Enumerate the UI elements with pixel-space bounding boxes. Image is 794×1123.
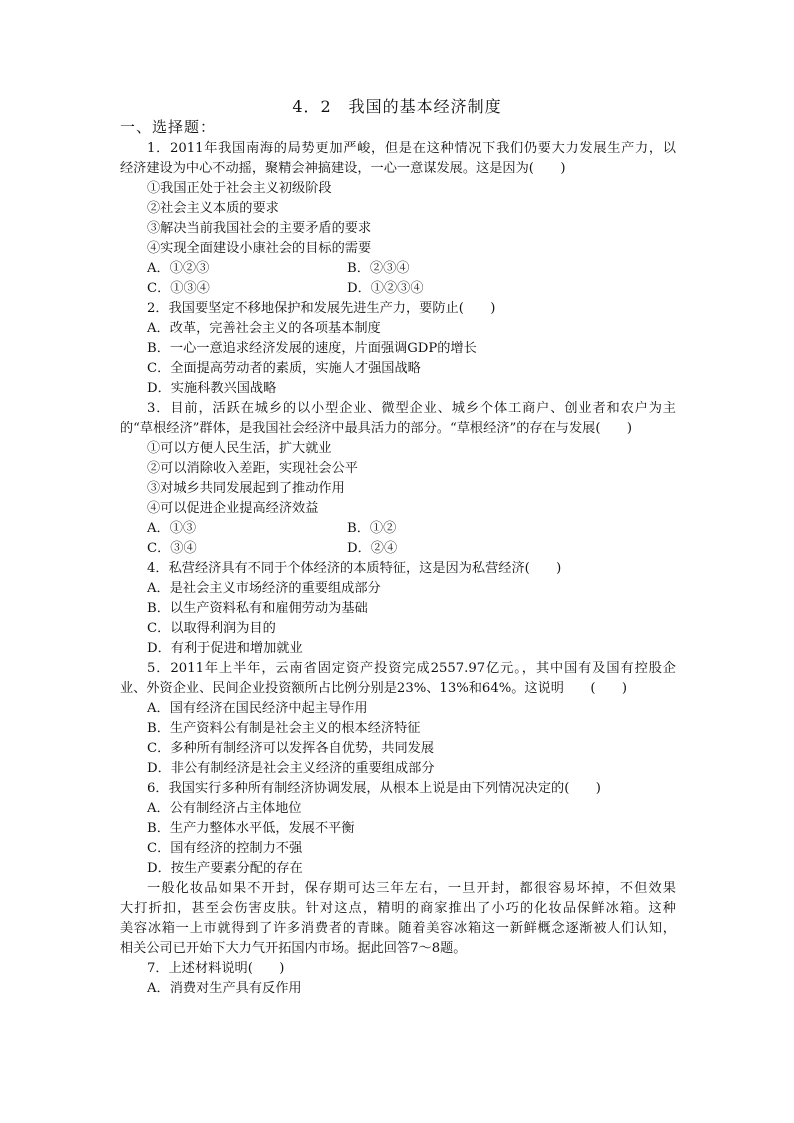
q4-option-d: D．有利于促进和增加就业	[147, 641, 303, 656]
q1-stem-line2: 经济建设为中心不动摇，聚精会神搞建设，一心一意谋发展。这是因为( )	[120, 161, 566, 176]
q3-stem-line2: 的“草根经济”群体，是我国社会经济中最具活力的部分。“草根经济”的存在与发展( )	[120, 421, 633, 436]
q4-option-b: B．以生产资料私有和雇佣劳动为基础	[147, 601, 368, 616]
q2-option-a: A．改革，完善社会主义的各项基本制度	[147, 321, 381, 336]
q3-option-a: A．①③	[147, 521, 197, 536]
q3-options-row2	[120, 539, 676, 559]
q6-option-c: C．国有经济的控制力不强	[147, 841, 303, 856]
q5-option-d: D．非公有制经济是社会主义经济的重要组成部分	[147, 761, 435, 776]
q5-stem-line1: 5．2011年上半年，云南省固定资产投资完成2557.97亿元。，其中国有及国有控股企	[147, 661, 676, 676]
q3-option-d: D．②④	[347, 541, 398, 556]
q7-stem: 7．上述材料说明( )	[147, 961, 285, 976]
q6-stem: 6．我国实行多种所有制经济协调发展，从根本上说是由下列情况决定的( )	[147, 781, 601, 796]
q3-options-row1	[120, 519, 676, 539]
q6-option-b: B．生产力整体水平低，发展不平衡	[147, 821, 355, 836]
q2-stem: 2．我国要坚定不移地保护和发展先进生产力，要防止( )	[147, 301, 496, 316]
q3-statement-4: ④可以促进企业提高经济效益	[147, 501, 319, 516]
q1-options-row2	[120, 279, 676, 299]
q3-stem-line1: 3．目前，活跃在城乡的以小型企业、微型企业、城乡个体工商户、创业者和农户为主	[147, 401, 676, 416]
q4-option-a: A．是社会主义市场经济的重要组成部分	[147, 581, 381, 596]
q1-option-d: D．①②③④	[347, 281, 424, 296]
q5-option-b: B．生产资料公有制是社会主义的根本经济特征	[147, 721, 421, 736]
material-line2: 大打折扣，甚至会伤害皮肤。针对这点，精明的商家推出了小巧的化妆品保鲜冰箱。这种	[120, 901, 676, 916]
q5-option-c: C．多种所有制经济可以发挥各自优势，共同发展	[147, 741, 435, 756]
q2-option-d: D．实施科教兴国战略	[147, 381, 277, 396]
q1-option-b: B．②③④	[347, 261, 410, 276]
q6-option-d: D．按生产要素分配的存在	[147, 861, 303, 876]
q4-option-c: C．以取得利润为目的	[147, 621, 276, 636]
q6-option-a: A．公有制经济占主体地位	[147, 801, 302, 816]
q1-option-a: A．①②③	[147, 261, 210, 276]
q1-options-row1	[120, 259, 676, 279]
material-line3: 美容冰箱一上市就得到了许多消费者的青睐。随着美容冰箱这一新鲜概念逐渐被人们认知，	[120, 921, 676, 936]
q1-statement-2: ②社会主义本质的要求	[147, 201, 279, 216]
section-heading: 一、选择题：	[120, 118, 217, 136]
page-title: 4．2 我国的基本经济制度	[292, 97, 502, 116]
q3-statement-2: ②可以消除收入差距，实现社会公平	[147, 461, 358, 476]
q1-statement-3: ③解决当前我国社会的主要矛盾的要求	[147, 221, 372, 236]
q7-option-a: A．消费对生产具有反作用	[147, 981, 302, 996]
material-line4: 相关公司已开始下大力气开拓国内市场。据此回答7～8题。	[120, 941, 467, 956]
q2-option-c: C．全面提高劳动者的素质，实施人才强国战略	[147, 361, 421, 376]
q2-option-b: B．一心一意追求经济发展的速度，片面强调GDP的增长	[147, 341, 477, 356]
q1-statement-1: ①我国正处于社会主义初级阶段	[147, 181, 332, 196]
q3-statement-3: ③对城乡共同发展起到了推动作用	[147, 481, 345, 496]
material-line1: 一般化妆品如果不开封，保存期可达三年左右，一旦开封，都很容易坏掉，不但效果	[147, 881, 676, 896]
q5-stem-line2: 业、外资企业、民间企业投资额所占比例分别是23%、13%和64%。这说明 ( )	[120, 681, 628, 696]
q1-statement-4: ④实现全面建设小康社会的目标的需要	[147, 241, 372, 256]
q1-stem-line1: 1．2011年我国南海的局势更加严峻，但是在这种情况下我们仍要大力发展生产力，以	[147, 141, 676, 156]
q4-stem: 4．私营经济具有不同于个体经济的本质特征，这是因为私营经济( )	[147, 561, 562, 576]
q1-option-c: C．①③④	[147, 281, 210, 296]
q3-statement-1: ①可以方便人民生活，扩大就业	[147, 441, 332, 456]
q5-option-a: A．国有经济在国民经济中起主导作用	[147, 701, 368, 716]
q3-option-b: B．①②	[347, 521, 397, 536]
q3-option-c: C．③④	[147, 541, 197, 556]
document-body	[120, 139, 676, 999]
